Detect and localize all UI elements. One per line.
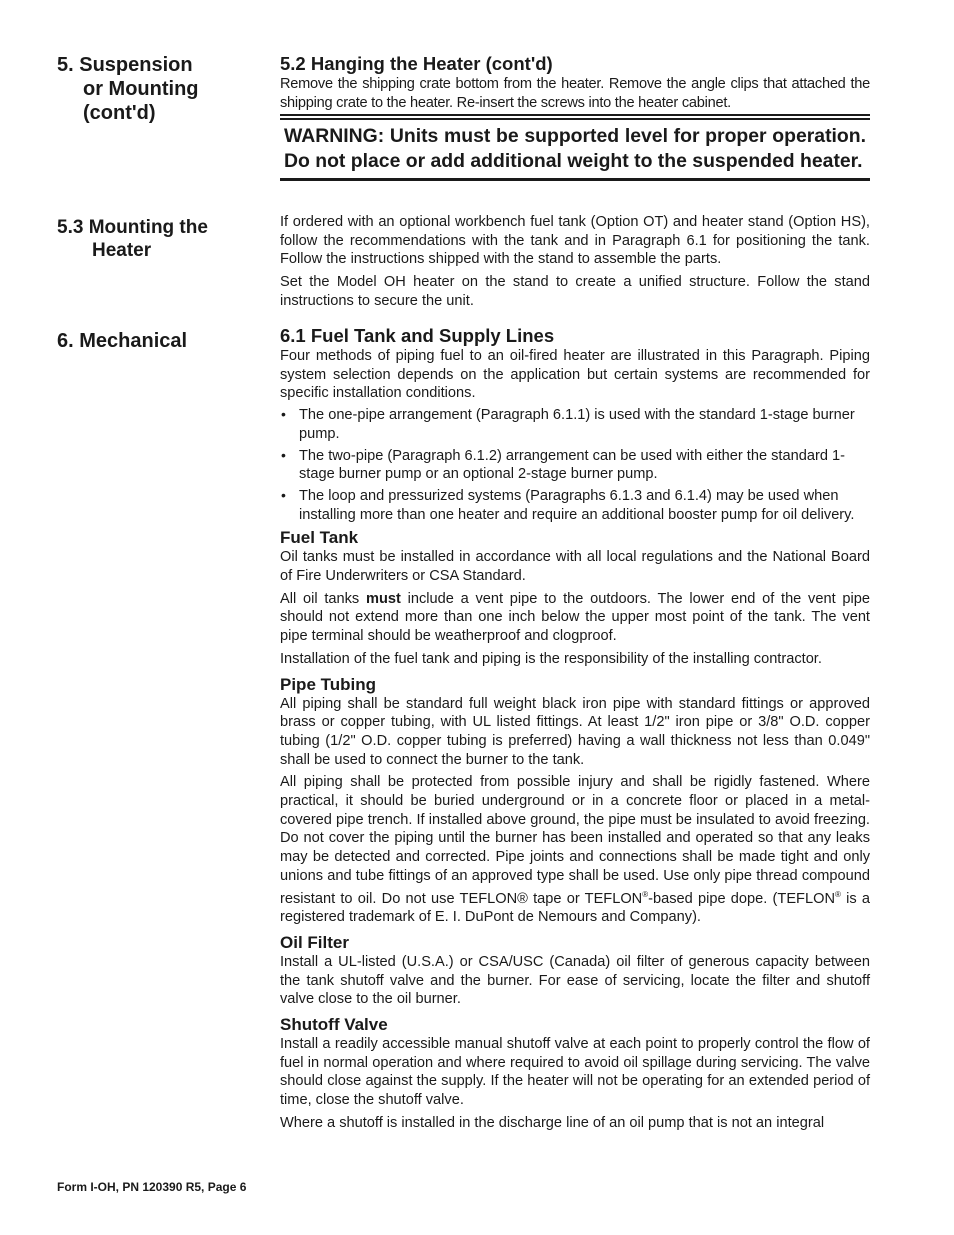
section-5-3-paragraph-2: Set the Model OH heater on the stand to create a unified structure. Follow the stand instructions to secure the unit. [280,274,870,309]
pipe-tubing-p2-a: All piping shall be protected from possible injury and shall be rigidly fastened. Where practical, it should be buried underground or in a concrete floor or placed in a metal-covered pipe trench. If installed above ground, the pipe must be insulated to avoid freezing. Do not cover the piping until the burner has been installed and operated so that any leaks may be detected and corrected. Pipe joints and connections shall be made tight and only unions and tube fittings of an approved type shall be used. Use only pipe thread compound resistant to oil. Do not use TEFLON® tape or TEFLON [280,774,870,907]
section-5-3-heading [57,216,257,262]
list-item-text: The loop and pressurized systems (Paragraphs 6.1.3 and 6.1.4) may be used when installing more than one heater and require an additional booster pump for oil delivery. [299,487,855,523]
pipe-tubing-paragraph-1: All piping shall be standard full weight black iron pipe with standard fittings or approved brass or copper tubing, with UL listed fittings. At least 1/2" iron pipe or 3/8" O.D. copper tubing (1/2" O.D. copper tubing is preferred) having a wall thickness not less than 0.049" shall be used to connect the burner to the tank. [280,695,870,768]
section-5-line1: 5. Suspension [57,54,193,76]
oil-filter-heading: Oil Filter [280,932,349,952]
shutoff-valve-paragraph-2: Where a shutoff is installed in the discharge line of an oil pump that is not an integral [280,1114,825,1131]
fuel-tank-p2-pre: All oil tanks [280,590,366,607]
bullet-icon: • [281,486,286,503]
pipe-tubing-paragraph-2 [280,773,870,926]
section-5-2-paragraph: Remove the shipping crate bottom from the heater. Remove the angle clips that attached the shipping crate to the heater. Re-insert the screws into the heater cabinet. [280,76,870,111]
bullet-icon: • [281,406,286,423]
shutoff-valve-heading: Shutoff Valve [280,1014,388,1034]
bullet-icon: • [281,446,286,463]
section-5-3-body [280,213,870,315]
section-5-2 [280,53,870,116]
pipe-tubing-p2-b: -based pipe dope. (TEFLON [648,890,835,907]
section-6-1 [280,325,870,1136]
section-6-heading [57,329,257,353]
fuel-tank-paragraph-2 [280,590,870,646]
section-5-heading [57,53,257,125]
oil-filter-paragraph: Install a UL-listed (U.S.A.) or CSA/USC (Canada) oil filter of generous capacity between the tank shutoff valve and the burner. For ease of servicing, locate the filter and shutoff valve close to the oil burner. [280,953,870,1008]
section-5-3-paragraph-1: If ordered with an optional workbench fuel tank (Option OT) and heater stand (Option HS), follow the recommendations with the tank and in Paragraph 6.1 for positioning the tank. Follow the instructions shipped with the stand to assemble the parts. [280,214,870,268]
fuel-tank-heading: Fuel Tank [280,528,359,548]
list-item [280,406,870,443]
fuel-tank-paragraph-1: Oil tanks must be installed in accordance with all local regulations and the National Board of Fire Underwriters or CSA Standard. [280,549,870,585]
section-5-line3: (cont'd) [83,102,156,124]
section-5-line2: or Mounting [83,78,199,100]
list-item-text: The two-pipe (Paragraph 6.1.2) arrangement can be used with either the standard 1-stage burner pump or an optional 2-stage burner pump. [299,447,845,483]
registered-mark: ® [642,889,649,899]
page-footer: Form I-OH, PN 120390 R5, Page 6 [57,1180,247,1194]
section-6-line1: 6. Mechanical [57,330,188,352]
section-6-1-heading: 6.1 Fuel Tank and Supply Lines [280,325,555,346]
fuel-tank-paragraph-3: Installation of the fuel tank and piping is the responsibility of the installing contractor. [280,650,822,667]
shutoff-valve-paragraph-1: Install a readily accessible manual shutoff valve at each point to properly control the flow of fuel in normal operation and where required to avoid oil spillage during servicing. The valve should close against the supply. If the heater will not be operating for an extended period of time, close the shutoff valve. [280,1035,870,1109]
section-5-3-line2: Heater [92,240,152,261]
piping-methods-list [280,406,870,524]
fuel-tank-p2-post: include a vent pipe to the outdoors. The lower end of the vent pipe should not extend more than one inch below the upper most point of the tank. The vent pipe terminal should be weatherproof and clogproof. [280,590,870,645]
list-item [280,447,870,484]
pipe-tubing-heading: Pipe Tubing [280,674,377,694]
fuel-tank-p2-bold: must [365,590,401,607]
section-5-3-line1: 5.3 Mounting the [57,217,208,238]
section-6-1-intro: Four methods of piping fuel to an oil-fired heater are illustrated in this Paragraph. Piping system selection depends on the application but certain systems are recommended for specific installation conditions. [280,348,870,402]
warning-box: WARNING: Units must be supported level for proper operation. Do not place or add additional weight to the suspended heater. [280,118,870,181]
list-item-text: The one-pipe arrangement (Paragraph 6.1.1) is used with the standard 1-stage burner pump. [299,407,855,442]
section-5-2-heading: 5.2 Hanging the Heater (cont'd) [280,53,553,74]
list-item [280,487,870,524]
registered-mark: ® [834,889,841,899]
pipe-tubing-p2-c: is a registered trademark of E. I. DuPont de Nemours and Company). [280,890,870,926]
